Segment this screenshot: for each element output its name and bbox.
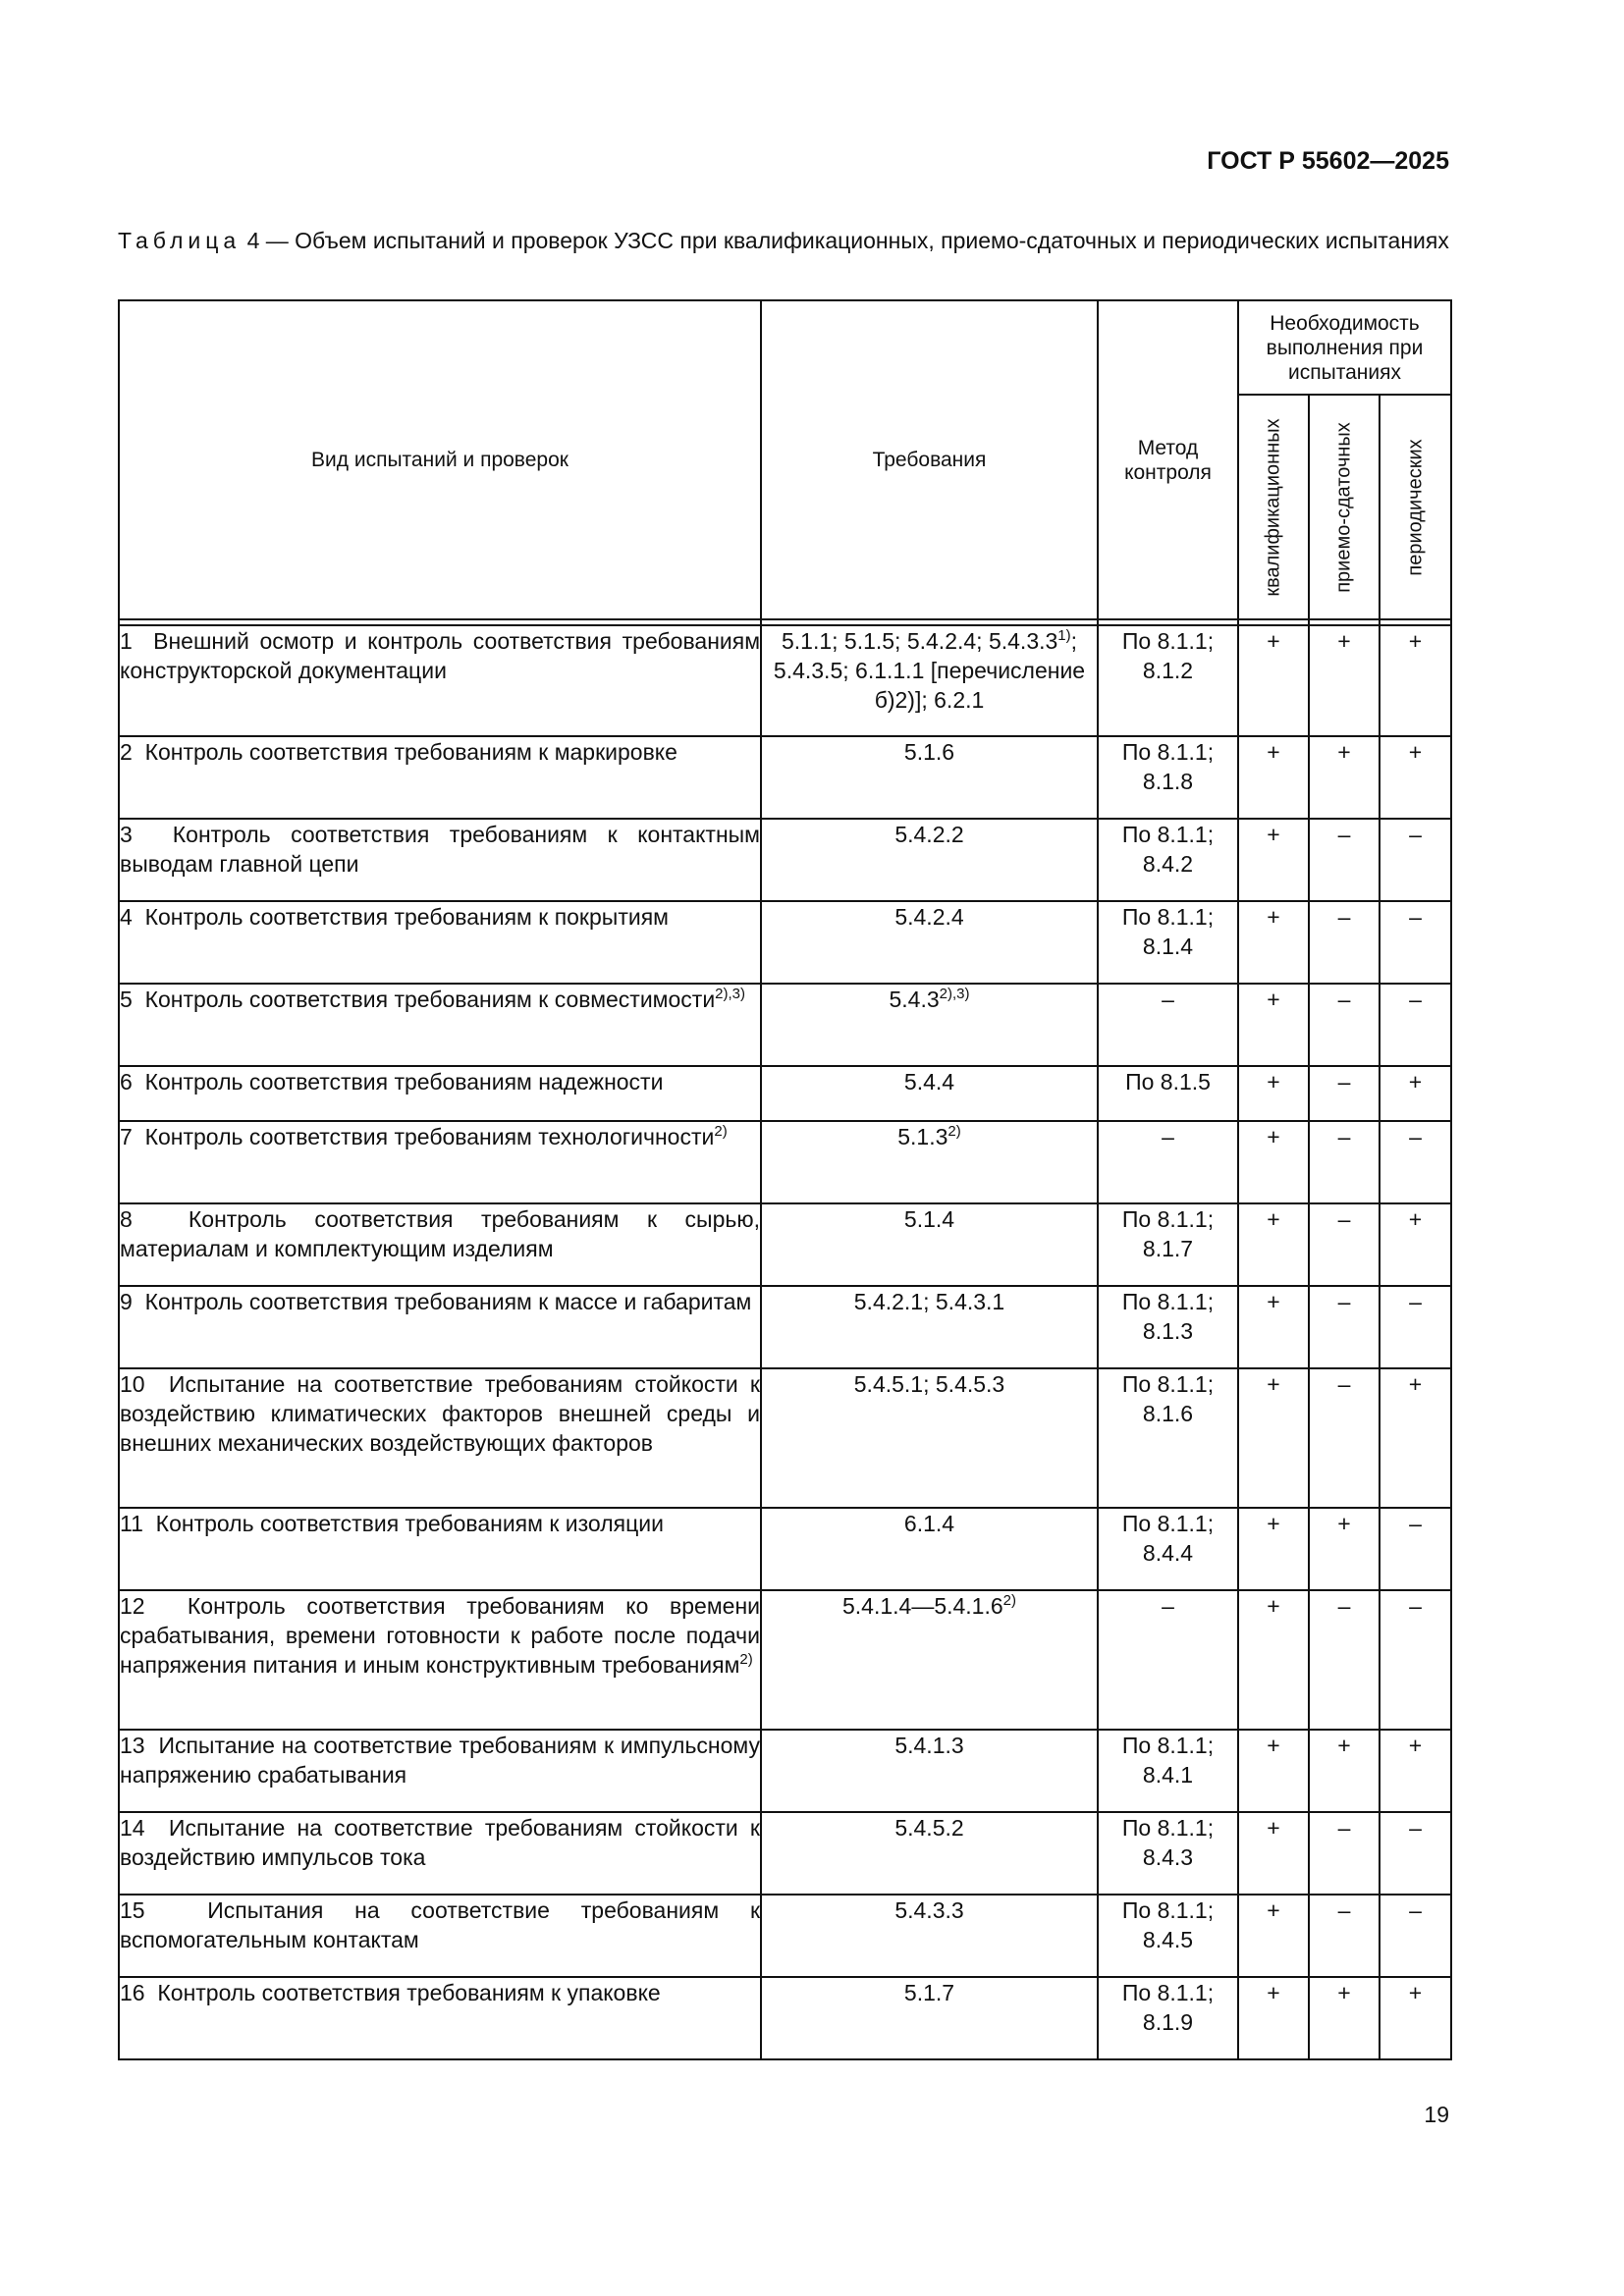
acceptance-mark: + [1309, 1977, 1380, 2059]
qualification-mark: + [1238, 1121, 1309, 1203]
qualification-mark: + [1238, 1203, 1309, 1286]
acceptance-mark: – [1309, 1286, 1380, 1368]
periodic-mark: – [1380, 984, 1451, 1066]
header-necessity: Необходимость выполнения при испытаниях [1238, 300, 1451, 395]
row-description: Контроль соответствия требованиям к совместимости [144, 987, 716, 1012]
method-cell: По 8.1.1; 8.4.3 [1098, 1812, 1238, 1895]
method-cell: По 8.1.1; 8.1.2 [1098, 625, 1238, 736]
footnote-ref: 1) [1057, 627, 1071, 644]
row-number: 5 [120, 987, 133, 1012]
requirements-cell [761, 1368, 1098, 1508]
requirements-cell [761, 819, 1098, 901]
row-number: 6 [120, 1069, 133, 1095]
periodic-mark: + [1380, 1368, 1451, 1508]
table-row [119, 1066, 1451, 1121]
requirements-text: 5.4.2.2 [894, 822, 964, 847]
header-acceptance-label: приемо-сдаточных [1332, 421, 1355, 593]
acceptance-mark: + [1309, 736, 1380, 819]
requirements-text: 5.1.7 [903, 1980, 955, 2005]
test-type-cell [119, 1203, 761, 1286]
acceptance-mark: + [1309, 1730, 1380, 1812]
acceptance-mark: – [1309, 1121, 1380, 1203]
qualification-mark: + [1238, 1066, 1309, 1121]
requirements-text: 5.4.4 [903, 1069, 955, 1095]
header-qualification-label: квалификационных [1262, 417, 1284, 597]
requirements-cell [761, 984, 1098, 1066]
row-description: Испытание на соответствие требованиям стойкости к воздействию импульсов тока [120, 1815, 760, 1870]
requirements-text: 5.4.3.3 [894, 1897, 964, 1923]
periodic-mark: – [1380, 819, 1451, 901]
table-caption-label: Таблица [118, 228, 242, 253]
table-body [119, 625, 1451, 2059]
periodic-mark: – [1380, 1895, 1451, 1977]
requirements-text-cont: ; 5.4.3.5; 6.1.1.1 [перечисление б)2)]; 6.2.1 [773, 628, 1086, 713]
method-cell: По 8.1.1; 8.4.5 [1098, 1895, 1238, 1977]
qualification-mark: + [1238, 1590, 1309, 1730]
requirements-text: 5.4.5.2 [894, 1815, 964, 1841]
requirements-cell [761, 1203, 1098, 1286]
footnote-ref: 2),3) [715, 986, 746, 1002]
requirements-cell [761, 1286, 1098, 1368]
test-type-cell [119, 984, 761, 1066]
row-description: Внешний осмотр и контроль соответствия требованиям конструкторской документации [120, 628, 761, 683]
row-number: 4 [120, 904, 133, 930]
row-number: 13 [120, 1733, 145, 1758]
periodic-mark: + [1380, 1730, 1451, 1812]
header-requirements: Требования [761, 300, 1098, 619]
tests-table [118, 299, 1452, 2060]
requirements-text: 5.1.1; 5.1.5; 5.4.2.4; 5.4.3.3 [781, 628, 1058, 654]
test-type-cell [119, 1508, 761, 1590]
periodic-mark: – [1380, 1508, 1451, 1590]
test-type-cell [119, 1121, 761, 1203]
table-row [119, 736, 1451, 819]
acceptance-mark: – [1309, 1895, 1380, 1977]
test-type-cell [119, 1066, 761, 1121]
periodic-mark: – [1380, 1121, 1451, 1203]
periodic-mark: + [1380, 625, 1451, 736]
requirements-cell [761, 1508, 1098, 1590]
qualification-mark: + [1238, 1895, 1309, 1977]
method-cell: По 8.1.1; 8.1.8 [1098, 736, 1238, 819]
row-number: 10 [120, 1371, 145, 1397]
header-qualification [1238, 395, 1309, 619]
table-row [119, 1368, 1451, 1508]
requirements-cell [761, 1121, 1098, 1203]
requirements-text: 5.4.1.4—5.4.1.6 [841, 1593, 1003, 1619]
acceptance-mark: – [1309, 1590, 1380, 1730]
row-description: Контроль соответствия требованиям к упаковке [157, 1980, 661, 2005]
periodic-mark: + [1380, 1203, 1451, 1286]
row-number: 8 [120, 1206, 133, 1232]
row-description: Контроль соответствия требованиям к массе и габаритам [144, 1289, 752, 1314]
method-cell: По 8.1.1; 8.1.7 [1098, 1203, 1238, 1286]
table-row [119, 1812, 1451, 1895]
table-row [119, 984, 1451, 1066]
qualification-mark: + [1238, 625, 1309, 736]
row-number: 12 [120, 1593, 145, 1619]
acceptance-mark: – [1309, 1368, 1380, 1508]
table-caption [118, 227, 1453, 255]
requirements-cell [761, 1590, 1098, 1730]
footnote-ref: 2) [739, 1651, 753, 1668]
requirements-text: 6.1.4 [903, 1511, 955, 1536]
row-description: Контроль соответствия требованиям надежности [144, 1069, 664, 1095]
table-row [119, 1286, 1451, 1368]
test-type-cell [119, 1730, 761, 1812]
header-test-type: Вид испытаний и проверок [119, 300, 761, 619]
periodic-mark: – [1380, 1286, 1451, 1368]
row-description: Испытание на соответствие требованиям к импульсному напряжению срабатывания [120, 1733, 760, 1788]
footnote-ref: 2) [947, 1123, 961, 1140]
row-number: 11 [120, 1511, 143, 1536]
requirements-cell [761, 1895, 1098, 1977]
row-number: 9 [120, 1289, 133, 1314]
qualification-mark: + [1238, 1286, 1309, 1368]
periodic-mark: + [1380, 1066, 1451, 1121]
qualification-mark: + [1238, 736, 1309, 819]
table-row [119, 901, 1451, 984]
row-description: Испытания на соответствие требованиям к вспомогательным контактам [120, 1897, 761, 1952]
requirements-text: 5.1.3 [897, 1124, 948, 1149]
method-cell: По 8.1.1; 8.1.4 [1098, 901, 1238, 984]
footnote-ref: 2),3) [939, 986, 970, 1002]
table-caption-text: 4 — Объем испытаний и проверок УЗСС при квалификационных, приемо-сдаточных и периодических испытаниях [241, 228, 1449, 253]
footnote-ref: 2) [714, 1123, 728, 1140]
row-number: 15 [120, 1897, 145, 1923]
qualification-mark: + [1238, 819, 1309, 901]
requirements-cell [761, 1812, 1098, 1895]
acceptance-mark: – [1309, 1203, 1380, 1286]
header-periodic [1380, 395, 1451, 619]
table-row [119, 625, 1451, 736]
row-number: 14 [120, 1815, 145, 1841]
page-number: 19 [1424, 2102, 1449, 2127]
qualification-mark: + [1238, 1508, 1309, 1590]
test-type-cell [119, 1368, 761, 1508]
periodic-mark: + [1380, 1977, 1451, 2059]
requirements-text: 5.4.1.3 [894, 1733, 964, 1758]
row-number: 2 [120, 739, 133, 765]
test-type-cell [119, 819, 761, 901]
table-row [119, 1977, 1451, 2059]
row-description: Контроль соответствия требованиям к контактным выводам главной цепи [120, 822, 760, 877]
periodic-mark: + [1380, 736, 1451, 819]
requirements-text: 5.4.2.1; 5.4.3.1 [853, 1289, 1005, 1314]
table-row [119, 1203, 1451, 1286]
requirements-cell [761, 1730, 1098, 1812]
acceptance-mark: – [1309, 1812, 1380, 1895]
requirements-text: 5.4.5.1; 5.4.5.3 [853, 1371, 1005, 1397]
qualification-mark: + [1238, 901, 1309, 984]
acceptance-mark: – [1309, 984, 1380, 1066]
row-number: 16 [120, 1980, 145, 2005]
test-type-cell [119, 901, 761, 984]
row-description: Контроль соответствия требованиям к маркировке [144, 739, 677, 765]
requirements-text: 5.4.3 [889, 987, 940, 1012]
test-type-cell [119, 1977, 761, 2059]
method-cell: По 8.1.1; 8.4.1 [1098, 1730, 1238, 1812]
method-cell: По 8.1.1; 8.1.6 [1098, 1368, 1238, 1508]
method-cell: – [1098, 1121, 1238, 1203]
requirements-cell [761, 736, 1098, 819]
row-description: Испытание на соответствие требованиям стойкости к воздействию климатических факторов внешней среды и внешних механических воздействующих факторов [120, 1371, 760, 1456]
requirements-text: 5.1.4 [903, 1206, 955, 1232]
qualification-mark: + [1238, 1368, 1309, 1508]
row-number: 3 [120, 822, 133, 847]
method-cell: По 8.1.1; 8.4.2 [1098, 819, 1238, 901]
row-number: 7 [120, 1124, 133, 1149]
acceptance-mark: – [1309, 901, 1380, 984]
table-row [119, 1508, 1451, 1590]
method-cell: По 8.1.5 [1098, 1066, 1238, 1121]
periodic-mark: – [1380, 901, 1451, 984]
requirements-text: 5.1.6 [903, 739, 955, 765]
requirements-cell [761, 625, 1098, 736]
requirements-cell [761, 1066, 1098, 1121]
test-type-cell [119, 625, 761, 736]
row-description: Контроль соответствия требованиям технологичности [144, 1124, 715, 1149]
row-number: 1 [120, 628, 133, 654]
method-cell: По 8.1.1; 8.4.4 [1098, 1508, 1238, 1590]
table-row [119, 1590, 1451, 1730]
requirements-cell [761, 901, 1098, 984]
test-type-cell [119, 1895, 761, 1977]
row-description: Контроль соответствия требованиям ко времени срабатывания, времени готовности к работе после подачи напряжения питания и иным конструктивным требованиям [120, 1593, 760, 1678]
periodic-mark: – [1380, 1812, 1451, 1895]
table-row [119, 1730, 1451, 1812]
acceptance-mark: + [1309, 625, 1380, 736]
test-type-cell [119, 736, 761, 819]
method-cell: – [1098, 1590, 1238, 1730]
row-description: Контроль соответствия требованиям к изоляции [155, 1511, 664, 1536]
row-description: Контроль соответствия требованиям к покрытиям [144, 904, 669, 930]
test-type-cell [119, 1590, 761, 1730]
test-type-cell [119, 1812, 761, 1895]
header-periodic-label: периодических [1404, 438, 1426, 576]
table-row [119, 1895, 1451, 1977]
method-cell: – [1098, 984, 1238, 1066]
periodic-mark: – [1380, 1590, 1451, 1730]
method-cell: По 8.1.1; 8.1.9 [1098, 1977, 1238, 2059]
requirements-cell [761, 1977, 1098, 2059]
header-acceptance [1309, 395, 1380, 619]
method-cell: По 8.1.1; 8.1.3 [1098, 1286, 1238, 1368]
qualification-mark: + [1238, 1812, 1309, 1895]
requirements-text: 5.4.2.4 [894, 904, 964, 930]
qualification-mark: + [1238, 984, 1309, 1066]
row-description: Контроль соответствия требованиям к сырью, материалам и комплектующим изделиям [120, 1206, 761, 1261]
qualification-mark: + [1238, 1730, 1309, 1812]
footnote-ref: 2) [1002, 1592, 1017, 1609]
table-row [119, 819, 1451, 901]
test-type-cell [119, 1286, 761, 1368]
header-method: Метод контроля [1098, 300, 1238, 619]
table-row [119, 1121, 1451, 1203]
acceptance-mark: + [1309, 1508, 1380, 1590]
acceptance-mark: – [1309, 819, 1380, 901]
document-number: ГОСТ Р 55602—2025 [1207, 147, 1449, 175]
qualification-mark: + [1238, 1977, 1309, 2059]
acceptance-mark: – [1309, 1066, 1380, 1121]
